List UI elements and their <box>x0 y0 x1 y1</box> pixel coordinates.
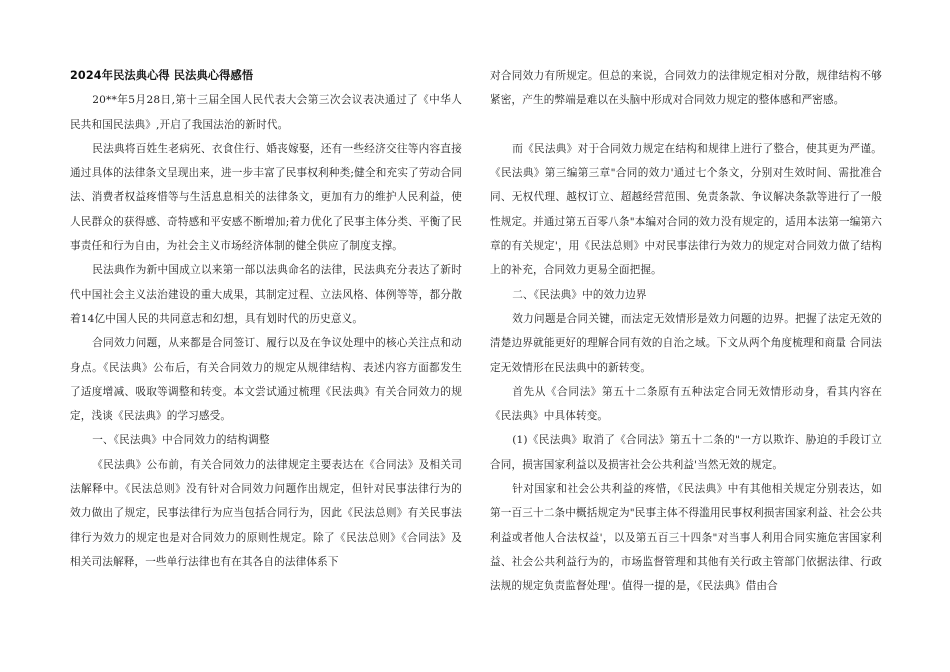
left-column <box>70 64 462 574</box>
document-title: 2024年民法典心得 民法典心得感悟 <box>70 69 254 82</box>
paragraph: (1)《民法典》取消了《合同法》第五十二条的"一方以欺诈、胁迫的手段订立合同，损害国家利益以及损害社会公共利益'当然无效的规定。 <box>490 434 882 471</box>
paragraph: 而《民法典》对于合同效力规定在结构和规律上进行了整合，使其更为严谨。《民法典》第三编第三章"合同的效力'通过七个条文，分别对生效时间、需批准合同、无权代理、越权订立、超越经营范围、免责条款、争议解决条款等进行了一般性规定。并通过第五百零八条"本编对合同的效力没有规定的，适用本法第一编第六章的有关规定'，用《民法总则》中对民事法律行为效力的规定对合同效力做了结构上的补充，合同效力更易全面把握。 <box>490 142 882 277</box>
paragraph: 20**年5月28日,第十三届全国人民代表大会第三次会议表决通过了《中华人民共和国民法典》,开启了我国法治的新时代。 <box>70 94 462 131</box>
blank-line <box>490 113 882 137</box>
paragraph: 效力问题是合同关键，而法定无效情形是效力问题的边界。把握了法定无效的清楚边界就能更好的理解合同有效的自治之域。下文从两个角度梳理和商量 合同法定无效情形在民法典中的新转变。 <box>490 312 882 374</box>
section-heading: 二、《民法典》中的效力边界 <box>512 288 647 301</box>
paragraph: 合同效力问题，从来都是合同签订、履行以及在争议处理中的核心关注点和动身点。《民法典》公布后，有关合同效力的规定从规律结构、表述内容方面都发生了适度增减、吸取等调整和转变。本文尝试通过梳理《民法典》有关合同效力的规定，浅谈《民法典》的学习感受。 <box>70 337 462 423</box>
paragraph-continuation: 对合同效力有所规定。但总的来说，合同效力的法律规定相对分散，规律结构不够紧密，产生的弊端是难以在头脑中形成对合同效力规定的整体感和严密感。 <box>490 70 882 107</box>
paragraph: 民法典将百姓生老病死、衣食住行、婚丧嫁娶，还有一些经济交往等内容直接通过具体的法律条文呈现出来，进一步丰富了民事权利种类;健全和充实了劳动合同法、消费者权益疼惜等与生活息息相关的法律条文，更加有力的维护人民利益，使人民群众的获得感、奇特感和平安感不断增加;着力优化了民事主体分类、平衡了民事责任和行为自由，为社会主义市场经济体制的健全供应了制度支撑。 <box>70 142 462 253</box>
paragraph: 首先从《合同法》第五十二条原有五种法定合同无效情形动身，看其内容在《民法典》中具体转变。 <box>490 385 882 423</box>
section-heading: 一、《民法典》中合同效力的结构调整 <box>92 434 270 447</box>
right-column <box>490 64 882 599</box>
paragraph: 民法典作为新中国成立以来第一部以法典命名的法律，民法典充分表达了新时代中国社会主义法治建设的重大成果，其制定过程、立法风格、体例等等，都分散着14亿中国人民的共同意志和幻想，具有划时代的历史意义。 <box>70 264 462 325</box>
paragraph: 《民法典》公布前，有关合同效力的法律规定主要表达在《合同法》及相关司法解释中。《民法总则》没有针对合同效力问题作出规定，但针对民事法律行为的效力做出了规定，民事法律行为应当包括合同行为，因此《民法总则》有关民事法律行为效力的规定也是对合同效力的原则性规定。除了《民法总则》《合同法》及相关司法解释，一些单行法律也有在其各自的法律体系下 <box>70 458 462 568</box>
paragraph: 针对国家和社会公共利益的疼惜，《民法典》中有其他相关规定分别表达，如第一百三十二条中概括规定为"民事主体不得滥用民事权利损害国家利益、社会公共利益或者他人合法权益'，以及第五百三十四条"对当事人利用合同实施危害国家利益、社会公共利益行为的，市场监督管理和其他有关行政主管部门依据法律、行政法规的规定负责监督处理'。值得一提的是，《民法典》借由合 <box>490 483 882 593</box>
